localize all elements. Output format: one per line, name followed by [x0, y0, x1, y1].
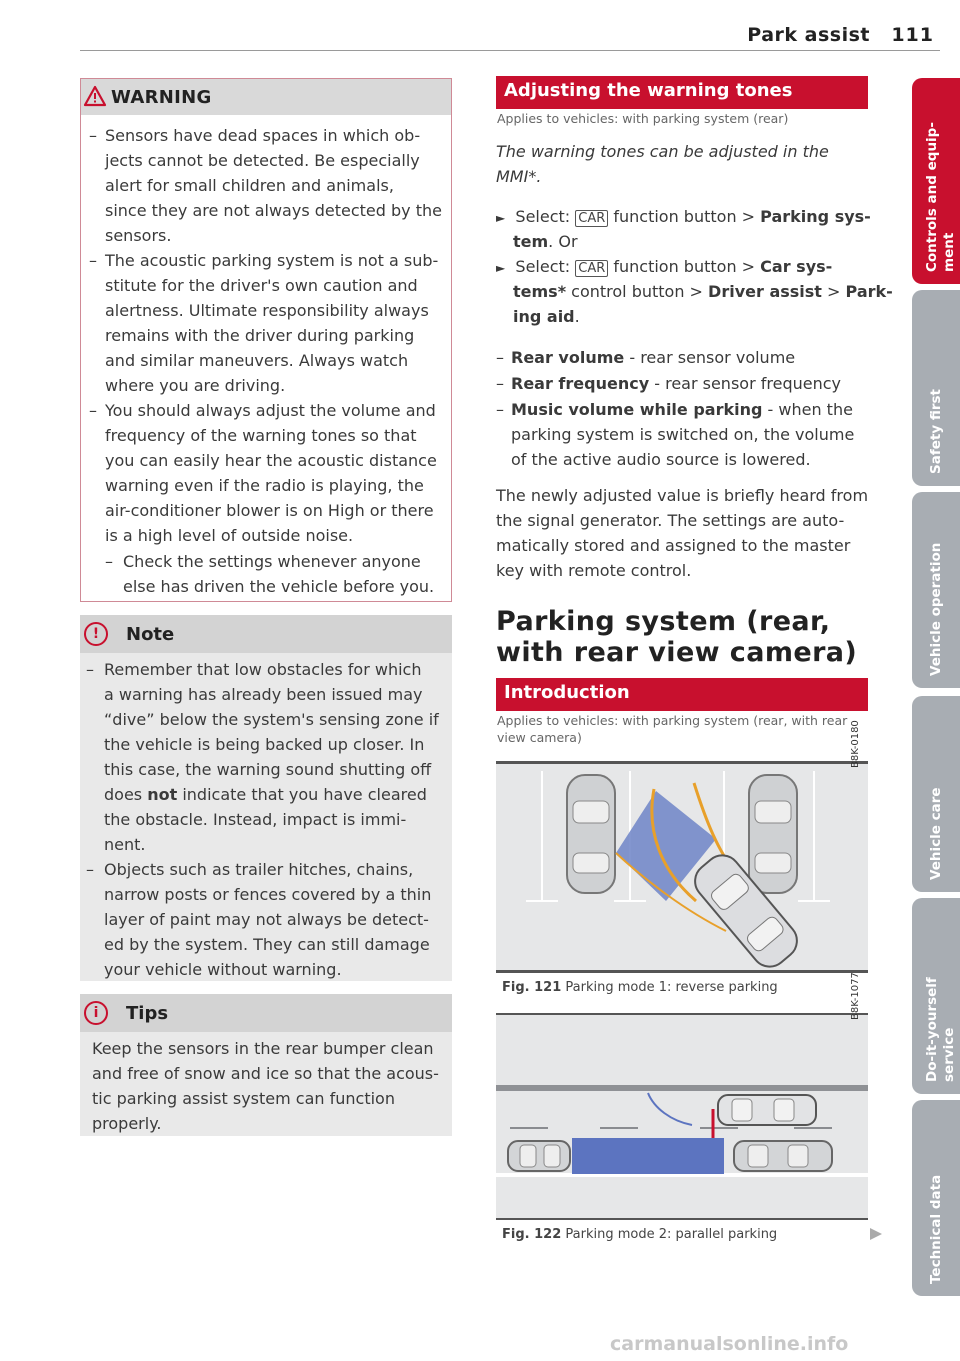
applies-to-2: view camera): [497, 730, 582, 745]
figure-121-reverse-parking: [496, 761, 868, 973]
option-label: Music volume while parking: [511, 400, 763, 419]
step-1-cont: [513, 229, 578, 254]
note-line: nent.: [104, 835, 146, 854]
side-tab-0[interactable]: [912, 78, 960, 284]
section-bar-introduction: [496, 678, 868, 711]
warning-line: you can easily hear the acoustic distance: [105, 451, 437, 470]
bullet-dash: –: [89, 126, 97, 145]
step-2-cb: control button >: [566, 282, 709, 301]
warning-sub-line: Check the settings whenever anyone: [123, 552, 421, 571]
warning-line: sensors.: [105, 226, 172, 245]
tips-line: properly.: [92, 1114, 162, 1133]
step-2-target-5: ing aid: [513, 307, 575, 326]
warning-line: air-conditioner blower is on High or there: [105, 501, 434, 520]
note-text: does: [104, 785, 148, 804]
step-2-gt: >: [821, 282, 846, 301]
warning-header: [81, 79, 451, 115]
running-title: Park assist: [747, 24, 870, 46]
warning-line: is a high level of outside noise.: [105, 526, 354, 545]
step-2-cont: [513, 279, 893, 304]
bullet-dash: –: [105, 552, 113, 571]
step-2: [496, 254, 832, 281]
watermark: carmanualsonline.info: [610, 1333, 849, 1355]
step-1-select: Select:: [515, 207, 571, 226]
step-2-target: Car sys-: [760, 257, 833, 276]
chapter-heading-1: Parking system (rear,: [496, 606, 831, 637]
side-tab-label: service: [941, 1027, 957, 1082]
side-tab-label: Controls and equip-: [924, 122, 940, 272]
step-1-target-2: tem: [513, 232, 549, 251]
page-number: 111: [891, 24, 934, 46]
applies-to: Applies to vehicles: with parking system (rear): [497, 111, 789, 126]
step-2-target-3: Driver assist: [708, 282, 822, 301]
figure-code: B8K-0180: [850, 720, 861, 768]
figure-label: Fig. 121: [502, 980, 562, 995]
warning-line: alertness. Ultimate responsibility always: [105, 301, 429, 320]
bullet-dash: –: [86, 860, 94, 879]
note-header: [80, 615, 452, 653]
note-line: Remember that low obstacles for which: [104, 660, 422, 679]
step-2-cont-2: [513, 304, 580, 329]
figure-121-caption: [502, 980, 778, 995]
step-1-tail: . Or: [548, 232, 578, 251]
note-line: layer of paint may not always be detect-: [104, 910, 429, 929]
figure-122-parallel-parking: [496, 1013, 868, 1220]
option-cont-2: of the active audio source is lowered.: [511, 450, 811, 469]
warning-line: since they are not always detected by the: [105, 201, 442, 220]
warning-line: jects cannot be detected. Be especially: [105, 151, 420, 170]
chapter-heading-2: with rear view camera): [496, 637, 858, 668]
step-2-end: .: [574, 307, 580, 326]
warning-sub-line: else has driven the vehicle before you.: [123, 577, 435, 596]
warning-line: and similar maneuvers. Always watch: [105, 351, 409, 370]
section-bar-warning-tones: [496, 76, 868, 109]
option-desc: - rear sensor frequency: [649, 374, 841, 393]
body-line: The newly adjusted value is briefly heard from: [496, 486, 869, 505]
step-1-fb: function button >: [613, 207, 756, 226]
header-divider: [80, 50, 940, 51]
side-tab-label: Do-it-yourself: [924, 977, 940, 1082]
parking-space-zone: [572, 1138, 724, 1174]
section-title: Adjusting the warning tones: [504, 80, 793, 101]
parked-car-right: [749, 775, 797, 893]
option-label: Rear volume: [511, 348, 625, 367]
warning-line: You should always adjust the volume and: [105, 401, 436, 420]
note-line: a warning has already been issued may: [104, 685, 423, 704]
side-tab-label: ment: [941, 232, 957, 272]
warning-line: The acoustic parking system is not a sub-: [105, 251, 439, 270]
exclamation-icon: !: [84, 622, 108, 646]
side-tab-label: Technical data: [928, 1174, 944, 1284]
step-2-target-4: Park-: [845, 282, 893, 301]
figure-code: B8K-1077: [850, 972, 861, 1020]
warning-line: Sensors have dead spaces in which ob-: [105, 126, 421, 145]
figure-122-caption: [502, 1227, 777, 1242]
figure-label: Fig. 122: [502, 1227, 562, 1242]
parked-car-rear: [734, 1141, 832, 1171]
step-2-target-2: tems*: [513, 282, 567, 301]
tips-line: and free of snow and ice so that the acous-: [92, 1064, 439, 1083]
maneuvering-car: [718, 1095, 816, 1125]
step-2-fb: function button >: [613, 257, 756, 276]
note-title: Note: [126, 624, 175, 645]
continue-arrow-icon: [870, 1228, 882, 1240]
note-line: this case, the warning sound shutting off: [104, 760, 432, 779]
option-label: Rear frequency: [511, 374, 650, 393]
side-tab-5[interactable]: [912, 1100, 960, 1296]
side-tab-label: Vehicle care: [928, 787, 944, 880]
section-title: Introduction: [504, 682, 630, 703]
parked-car-left: [567, 775, 615, 893]
step-2-select: Select:: [515, 257, 571, 276]
step-1-target: Parking sys-: [760, 207, 871, 226]
warning-line: frequency of the warning tones so that: [105, 426, 417, 445]
side-tab-label: Vehicle operation: [928, 542, 944, 676]
bullet-dash: –: [496, 348, 504, 367]
note-line: narrow posts or fences covered by a thin: [104, 885, 432, 904]
note-line: the vehicle is being backed up closer. In: [104, 735, 425, 754]
warning-line: alert for small children and animals,: [105, 176, 394, 195]
warning-line: where you are driving.: [105, 376, 286, 395]
body-line: matically stored and assigned to the master: [496, 536, 851, 555]
step-1: [496, 204, 871, 231]
option-desc: - rear sensor volume: [624, 348, 796, 367]
option-item: [511, 397, 853, 422]
figure-caption-text: Parking mode 1: reverse parking: [561, 980, 778, 995]
warning-line: warning even if the radio is playing, the: [105, 476, 424, 495]
note-text: indicate that you have cleared: [177, 785, 427, 804]
tips-line: tic parking assist system can function: [92, 1089, 395, 1108]
car-key: CAR: [575, 260, 608, 277]
side-tab-1[interactable]: [912, 290, 960, 486]
note-line: Objects such as trailer hitches, chains,: [104, 860, 414, 879]
bullet-dash: –: [496, 374, 504, 393]
side-tab-2[interactable]: [912, 492, 960, 688]
option-cont-1: parking system is switched on, the volume: [511, 425, 855, 444]
side-tab-3[interactable]: [912, 696, 960, 892]
figure-caption-text: Parking mode 2: parallel parking: [561, 1227, 778, 1242]
note-line: ed by the system. They can still damage: [104, 935, 430, 954]
tips-title: Tips: [126, 1003, 169, 1024]
side-tab-4[interactable]: [912, 898, 960, 1094]
parked-car-front: [508, 1141, 570, 1171]
side-tab-label: Safety first: [928, 389, 944, 474]
step-arrow-icon: ►: [496, 211, 506, 225]
car-key: CAR: [575, 210, 608, 227]
bullet-dash: –: [89, 401, 97, 420]
bullet-dash: –: [89, 251, 97, 270]
warning-box: [80, 78, 452, 602]
body-line: the signal generator. The settings are auto-: [496, 511, 845, 530]
intro-line-1: The warning tones can be adjusted in the: [496, 142, 829, 161]
tips-box: [80, 994, 452, 1136]
note-box: [80, 615, 452, 981]
option-item: [511, 371, 841, 396]
note-line: [104, 782, 427, 807]
option-item: [511, 345, 795, 370]
note-line: your vehicle without warning.: [104, 960, 342, 979]
note-line: the obstacle. Instead, impact is immi-: [104, 810, 407, 829]
warning-title: WARNING: [111, 87, 212, 108]
note-line: “dive” below the system's sensing zone if: [104, 710, 439, 729]
info-icon: i: [84, 1001, 108, 1025]
body-line: key with remote control.: [496, 561, 692, 580]
tips-header: [80, 994, 452, 1032]
note-emphasis: not: [147, 785, 178, 804]
warning-triangle-icon: [83, 85, 107, 107]
step-arrow-icon: ►: [496, 261, 506, 275]
bullet-dash: –: [86, 660, 94, 679]
tips-line: Keep the sensors in the rear bumper clean: [92, 1039, 434, 1058]
warning-line: remains with the driver during parking: [105, 326, 415, 345]
applies-to-1: Applies to vehicles: with parking system (rear, with rear: [497, 713, 848, 728]
bullet-dash: –: [496, 400, 504, 419]
warning-line: stitute for the driver's own caution and: [105, 276, 418, 295]
option-desc: - when the: [762, 400, 853, 419]
intro-line-2: MMI*.: [496, 167, 542, 186]
